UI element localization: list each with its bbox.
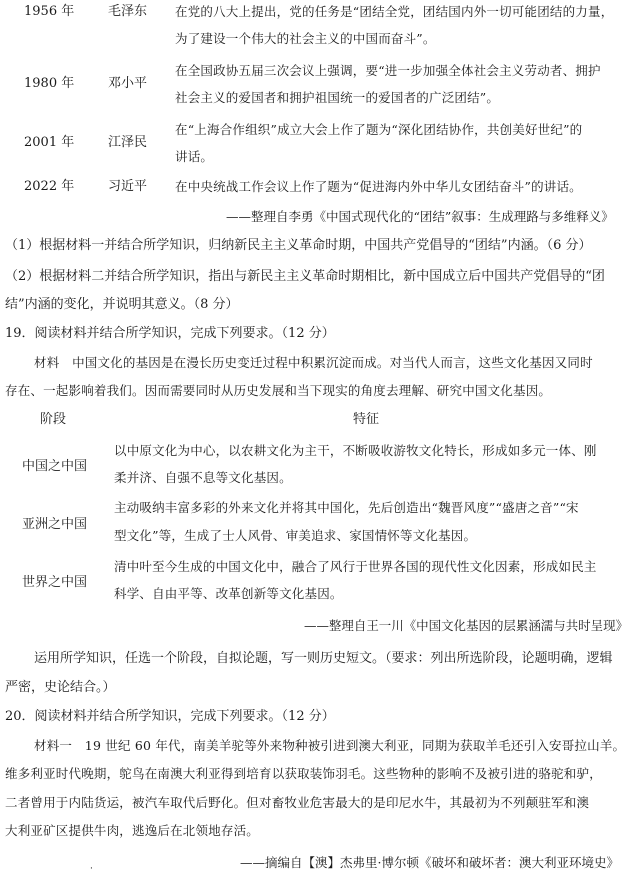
row-text-line: 在“上海合作组织”成立大会上作了题为“深化团结协作，共创美好世纪”的 [175, 122, 583, 137]
row-leader: 毛泽东 [108, 4, 148, 19]
q19-task-line1: 运用所学知识，任选一个阶段，自拟论题，写一则历史短文。（要求：列出所选阶段，论题明确，逻辑 [34, 651, 613, 666]
row-text-line: 在全国政协五届三次会议上强调，要“进一步加强全体社会主义劳动者、拥护 [175, 63, 601, 78]
q18-subquestion-2-line2: 结”内涵的变化，并说明其意义。（8 分） [5, 297, 239, 312]
q18-subquestion-1: （1）根据材料一并结合所学知识，归纳新民主主义革命时期，中国共产党倡导的“团结”内涵。（6 分） [5, 238, 592, 253]
q19-row-text-line: 型文化”等，生成了士人风骨、审美追求、家国情怀等文化基因。 [114, 528, 477, 543]
q19-row-stage: 世界之中国 [22, 575, 88, 590]
q19-row-text-line: 以中原文化为中心，以农耕文化为主干，不断吸收游牧文化特长，形成如多元一体、刚 [114, 443, 597, 458]
row-year: 2001 年 [24, 135, 75, 150]
row-text-line: 在中央统战工作会议上作了题为“促进海内外中华儿女团结奋斗”的讲话。 [175, 179, 582, 194]
row-text-line: 在党的八大上提出，党的任务是“团结全党，团结国内外一切可能团结的力量， [175, 4, 614, 19]
q19-row-text-line: 清中叶至今生成的中国文化中，融合了风行于世界各国的现代性文化因素，形成如民主 [114, 559, 597, 574]
material2-source: ——整理自李勇《中国式现代化的“团结”叙事：生成理路与多维释义》 [226, 209, 614, 224]
q19-row-text-line: 主动吸纳丰富多彩的外来文化并将其中国化，先后创造出“魏晋风度”“盛唐之音”“宋 [114, 500, 579, 515]
q18-subquestion-2-line1: （2）根据材料二并结合所学知识，指出与新民主主义革命时期相比，新中国成立后中国共产党倡导的“团 [5, 269, 605, 284]
q19-row-stage: 中国之中国 [22, 459, 88, 474]
row-year: 1956 年 [24, 4, 75, 19]
row-text-line: 为了建设一个伟大的社会主义的中国而奋斗”。 [175, 31, 436, 46]
q20-source: ——摘编自【澳】杰弗里·博尔顿《破坏和破坏者：澳大利亚环境史》 [240, 855, 619, 870]
q19-row-text-line: 柔并济、自强不息等文化基因。 [114, 470, 292, 485]
q19-source: ——整理自王一川《中国文化基因的层累涵濡与共时呈现》 [304, 618, 629, 633]
q20-heading: 20．阅读材料并结合所学知识，完成下列要求。（12 分） [5, 709, 335, 724]
q20-material-line: 二者曾用于内陆货运，被汽车取代后野化。但对畜牧业危害最大的是印尼水牛，其最初为不列颠驻军和澳 [5, 795, 590, 810]
row-year: 1980 年 [24, 76, 75, 91]
q19-col-feature: 特征 [353, 412, 380, 427]
q19-material-line: 存在、一起影响着我们。因而需要同时从历史发展和当下现实的角度去理解、研究中国文化基因。 [5, 383, 552, 398]
row-text-line: 讲话。 [175, 149, 214, 164]
row-text-line: 社会主义的爱国者和拥护祖国统一的爱国者的广泛团结”。 [175, 90, 500, 105]
q19-row-stage: 亚洲之中国 [22, 517, 88, 532]
q19-col-stage: 阶段 [40, 412, 67, 427]
q20-material-line: 材料一 19 世纪 60 年代，南美羊驼等外来物种被引进到澳大利亚，同期为获取羊毛还引入安哥拉山羊。 [34, 738, 626, 753]
footer-mark: · [90, 864, 93, 874]
row-leader: 邓小平 [108, 76, 148, 91]
q19-row-text-line: 科学、自由平等、改革创新等文化基因。 [114, 586, 343, 601]
q19-heading: 19．阅读材料并结合所学知识，完成下列要求。（12 分） [5, 326, 335, 341]
q20-material-line: 大利亚矿区提供牛肉，逃逸后在北领地存活。 [5, 823, 260, 838]
row-year: 2022 年 [24, 179, 75, 194]
q19-task-line2: 严密，史论结合。） [5, 680, 116, 695]
row-leader: 江泽民 [108, 135, 148, 150]
q19-material-line: 材料 中国文化的基因是在漫长历史变迁过程中积累沉淀而成。对当代人而言，这些文化基因又同时 [34, 355, 593, 370]
row-leader: 习近平 [108, 179, 148, 194]
q20-material-line: 维多利亚时代晚期，鸵鸟在南澳大利亚得到培育以获取装饰羽毛。这些物种的影响不及被引进的骆驼和驴， [5, 766, 602, 781]
